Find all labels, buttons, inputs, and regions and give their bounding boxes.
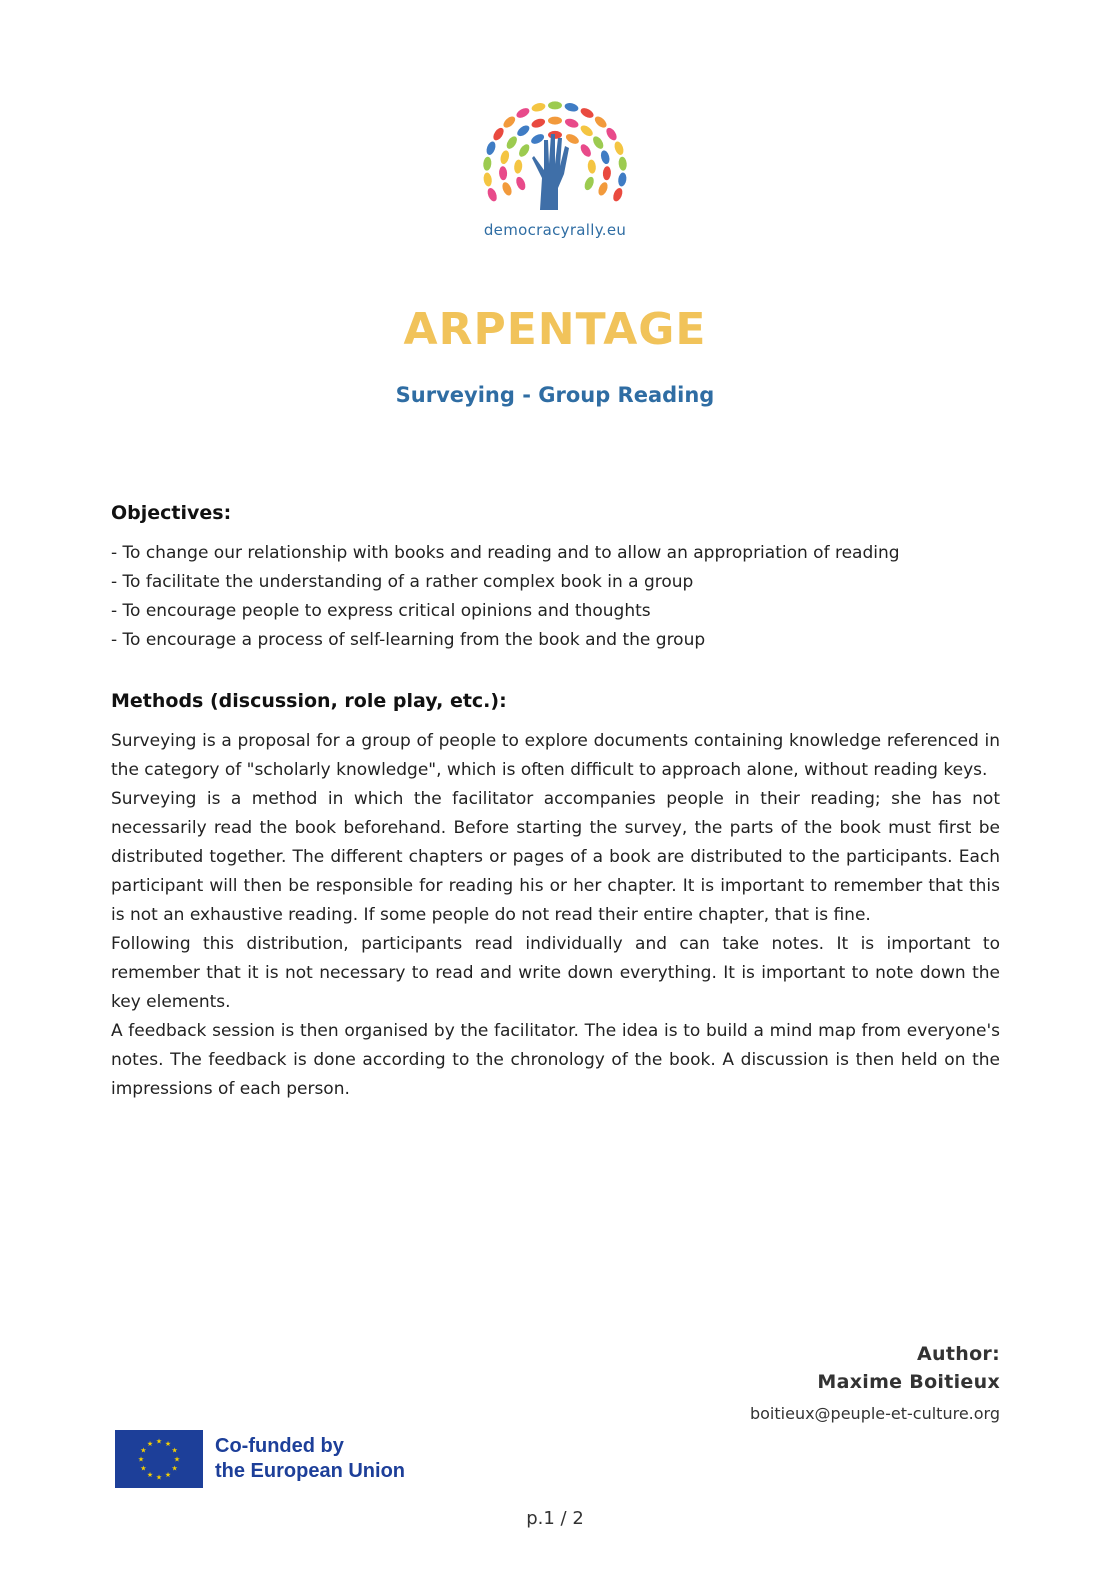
objectives-heading: Objectives:	[111, 502, 232, 524]
eu-star-icon: ★	[155, 1437, 163, 1446]
leaf-icon	[600, 149, 611, 165]
leaf-icon	[579, 106, 595, 120]
leaf-icon	[564, 132, 580, 146]
leaf-icon	[611, 187, 624, 203]
site-url: democracyrally.eu	[483, 221, 627, 239]
leaf-icon	[501, 181, 514, 197]
leaf-icon	[530, 132, 546, 146]
objective-item: - To encourage a process of self-learning from the book and the group	[111, 630, 706, 650]
author-block	[750, 1340, 1000, 1423]
leaf-icon	[501, 114, 517, 129]
objective-item: - To facilitate the understanding of a rather complex book in a group	[111, 572, 694, 592]
leaf-icon	[483, 156, 492, 171]
eu-flag-icon	[115, 1430, 203, 1488]
methods-paragraph: Following this distribution, participants read individually and can take notes. It is important to remember that it is not necessary to read and write down everything. It is important to note down the key elements.	[111, 934, 1000, 1012]
leaf-icon	[579, 123, 595, 138]
leaf-icon	[583, 176, 596, 192]
author-email: boitieux@peuple-et-culture.org	[749, 1404, 1000, 1423]
leaf-icon	[597, 181, 610, 197]
objective-item: - To change our relationship with books and reading and to allow an appropriation of reading	[111, 543, 900, 563]
leaf-icon	[613, 140, 625, 156]
methods-paragraph: Surveying is a proposal for a group of people to explore documents containing knowledge referenced in the category of "scholarly knowledge", which is often difficult to approach alone, without reading keys.	[111, 731, 1000, 780]
eu-star-icon: ★	[164, 1439, 172, 1448]
leaf-icon	[499, 149, 510, 165]
eu-star-icon: ★	[171, 1464, 178, 1473]
page-number: p.1 / 2	[526, 1508, 584, 1529]
page-title: ARPENTAGE	[403, 304, 707, 355]
leaf-icon	[515, 106, 531, 120]
leaf-icon	[514, 176, 527, 192]
leaf-icon	[499, 166, 508, 180]
leaf-icon	[530, 117, 546, 129]
eu-star-icon: ★	[171, 1446, 178, 1455]
leaf-icon	[548, 101, 562, 109]
leaf-icon	[548, 117, 562, 125]
funding-line-1: Co-funded by	[215, 1435, 344, 1457]
leaf-icon	[604, 126, 618, 142]
eu-funding-badge	[115, 1430, 405, 1488]
leaf-icon	[591, 135, 605, 151]
author-label: Author:	[917, 1343, 1000, 1365]
leaf-icon	[485, 140, 497, 156]
eu-star-icon: ★	[137, 1455, 145, 1464]
eu-star-icon: ★	[173, 1455, 181, 1464]
eu-star-icon: ★	[140, 1464, 147, 1473]
methods-section	[111, 688, 1000, 1104]
eu-star-icon: ★	[155, 1473, 163, 1482]
leaf-icon	[486, 187, 499, 203]
leaf-icon	[514, 159, 523, 174]
page-subtitle: Surveying - Group Reading	[395, 383, 715, 407]
eu-star-icon: ★	[164, 1471, 172, 1480]
democracyrally-logo	[470, 78, 640, 228]
leaf-icon	[531, 102, 547, 113]
leaf-icon	[617, 172, 627, 187]
leaf-icon	[491, 126, 505, 142]
objective-item: - To encourage people to express critical opinions and thoughts	[111, 601, 651, 621]
leaf-icon	[515, 123, 531, 138]
methods-paragraph: Surveying is a method in which the facilitator accompanies people in their reading; she has not necessarily read the book beforehand. Before starting the survey, the parts of the book must first be distributed together. The different chapters or pages of a book are distributed to the participants. Each participant will then be responsible for reading his or her chapter. It is important to remember that this is not an exhaustive reading. If some people do not read their entire chapter, that is fine.	[111, 789, 1000, 925]
eu-star-icon: ★	[146, 1471, 154, 1480]
leaf-icon	[564, 117, 580, 129]
hand-icon	[532, 134, 569, 210]
leaf-icon	[564, 102, 580, 113]
leaf-icon	[579, 142, 593, 158]
eu-star-icon: ★	[140, 1446, 147, 1455]
objectives-section	[111, 500, 1000, 655]
methods-paragraph: A feedback session is then organised by the facilitator. The idea is to build a mind map from everyone's notes. The feedback is done according to the chronology of the book. A discussion is then held on the impressions of each person.	[111, 1021, 1000, 1099]
leaf-icon	[602, 166, 611, 180]
leaf-icon	[505, 135, 519, 151]
leaf-icon	[593, 114, 609, 129]
eu-star-icon: ★	[146, 1439, 154, 1448]
author-name: Maxime Boitieux	[817, 1371, 1000, 1393]
methods-heading: Methods (discussion, role play, etc.):	[111, 690, 507, 712]
leaf-icon	[587, 159, 596, 174]
leaf-icon	[618, 156, 627, 171]
leaf-icon	[517, 142, 531, 158]
leaf-icon	[483, 172, 493, 187]
funding-line-2: the European Union	[215, 1460, 405, 1482]
